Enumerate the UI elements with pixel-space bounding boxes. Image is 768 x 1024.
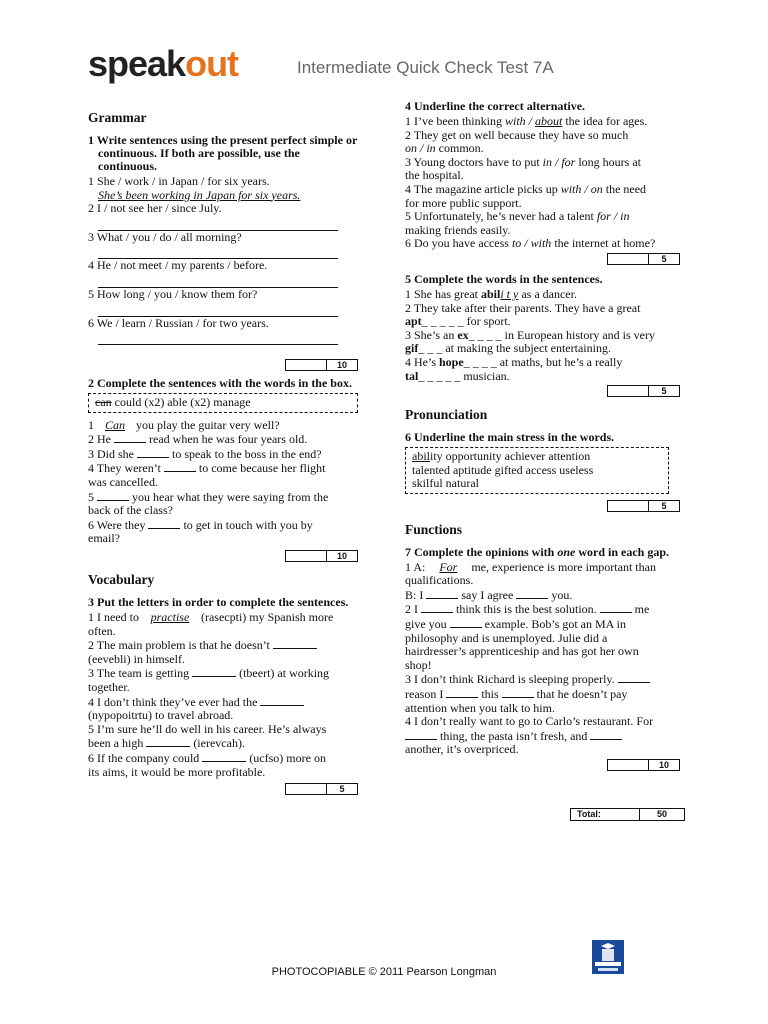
q4-option-5[interactable]: for / in xyxy=(596,209,630,224)
q6-title: 6 Underline the main stress in the words. xyxy=(405,430,615,445)
q5-item-1: 1 She has great abili t y as a dancer. xyxy=(405,286,577,301)
q5-score-box xyxy=(405,385,680,397)
q1-score: 10 xyxy=(336,360,347,371)
q7-item-3-cont: reason I this that he doesn’t pay xyxy=(405,686,628,701)
q1-item-5: 5 How long / you / know them for? xyxy=(88,286,258,301)
q2-blank-2[interactable] xyxy=(114,432,146,443)
q3-item-3-cont: together. xyxy=(88,679,130,694)
q3-score: 5 xyxy=(339,784,345,795)
q3-item-4-cont: (nypopoitrtu) to travel abroad. xyxy=(88,708,234,723)
q1-answer-line-2[interactable] xyxy=(98,216,338,231)
q5-score: 5 xyxy=(661,386,667,397)
q3-blank-6[interactable] xyxy=(202,751,246,762)
q3-title: 3 Put the letters in order to complete the sentences. xyxy=(88,595,349,609)
q7-item-2: 2 I think this is the best solution. me xyxy=(405,602,650,617)
q3-blank-3[interactable] xyxy=(192,666,236,677)
q7-title: 7 Complete the opinions with one word in each gap. xyxy=(405,544,670,559)
q7-item-4-cont2: another, it’s overpriced. xyxy=(405,742,519,757)
test-title: Intermediate Quick Check Test 7A xyxy=(297,58,554,77)
q7-item-4: 4 I don’t really want to go to Carlo’s restaurant. For xyxy=(405,714,654,729)
q5-item-4-cont: tal_ _ _ _ _ musician. xyxy=(405,368,510,383)
q3-item-5-cont: been a high (ierevcah). xyxy=(88,736,245,751)
q1-example-answer: She’s been working in Japan for six years. xyxy=(98,187,301,202)
q4-option-2[interactable]: on / in xyxy=(405,141,436,156)
footer-copyright: PHOTOCOPIABLE © 2011 Pearson Longman xyxy=(271,966,497,978)
vocabulary-heading: Vocabulary xyxy=(88,572,155,587)
speakout-logo xyxy=(88,42,238,86)
q7-item-1: 1 A: For me, experience is more important than xyxy=(405,559,656,574)
q7-blank-4a[interactable] xyxy=(405,729,437,740)
total-value: 50 xyxy=(656,809,667,819)
q4-item-3: 3 Young doctors have to put in / for long hours at xyxy=(405,154,642,169)
q4-item-1: 1 I’ve been thinking with / about the idea for ages. xyxy=(405,114,648,128)
total-label: Total: xyxy=(571,809,640,820)
q4-item-3-cont: the hospital. xyxy=(405,168,464,183)
q7-item-3-cont2: attention when you talk to him. xyxy=(405,700,555,715)
word-can: can xyxy=(95,395,112,410)
q1-title: 1 Write sentences using the present perfect simple or continuous. If both are possible, use the continuous. xyxy=(88,133,358,173)
q3-item-3: 3 The team is getting (tbeert) at working xyxy=(88,666,330,681)
q2-item-4: 4 They weren’t to come because her flight xyxy=(88,461,326,476)
q1-answer-line-5[interactable] xyxy=(98,302,338,317)
q2-word-box xyxy=(88,393,358,413)
q7-example-answer: For xyxy=(439,559,458,574)
q3-item-6-cont: its aims, it would be more profitable. xyxy=(88,764,266,779)
q4-score-box xyxy=(405,253,680,265)
q7-blank-3a[interactable] xyxy=(618,672,650,683)
q2-blank-3[interactable] xyxy=(137,447,169,458)
q1-item-2: 2 I / not see her / since July. xyxy=(88,201,222,216)
q7-item-2-cont4: shop! xyxy=(405,657,432,672)
q2-item-6-cont: email? xyxy=(88,531,120,546)
q4-example-answer: about xyxy=(535,114,563,128)
q6-score: 5 xyxy=(661,500,667,511)
q7-blank-3b[interactable] xyxy=(446,687,478,698)
q7-item-4-cont: thing, the pasta isn’t fresh, and xyxy=(405,729,680,744)
q4-option-4[interactable]: with / on xyxy=(560,181,603,196)
q3-item-2: 2 The main problem is that he doesn’t xyxy=(88,638,358,653)
q4-option-3[interactable]: in / for xyxy=(542,154,576,169)
q6-box-line-1: ability opportunity achiever attention xyxy=(412,449,591,464)
pronunciation-heading: Pronunciation xyxy=(405,407,488,423)
q2-blank-6[interactable] xyxy=(148,518,180,529)
q7-blank-2a[interactable] xyxy=(421,602,453,613)
q7-item-1-b: B: I say I agree you. xyxy=(405,587,573,602)
q5-title: 5 Complete the words in the sentences. xyxy=(405,271,603,286)
q1-answer-line-3[interactable] xyxy=(98,244,338,259)
q2-score: 10 xyxy=(336,551,347,561)
q4-item-4-cont: for more public support. xyxy=(405,195,522,210)
q7-item-1-cont: qualifications. xyxy=(405,573,474,588)
q5-item-3: 3 She’s an ex_ _ _ _ in European history and is very xyxy=(405,327,655,342)
q1-answer-line-4[interactable] xyxy=(98,273,338,288)
q2-example-answer: Can xyxy=(104,417,125,432)
left-column xyxy=(88,98,358,799)
q7-blank-3c[interactable] xyxy=(502,687,534,698)
q3-example-answer: practise xyxy=(150,610,190,624)
q5-item-4: 4 He’s hope_ _ _ _ at maths, but he’s a really xyxy=(405,354,623,369)
q7-item-3: 3 I don’t think Richard is sleeping properly. xyxy=(405,672,680,687)
q3-blank-2[interactable] xyxy=(273,638,317,649)
q3-item-2-cont: (eevebli) in himself. xyxy=(88,651,185,666)
q3-blank-5[interactable] xyxy=(146,736,190,747)
q4-option-6[interactable]: to / with xyxy=(511,236,552,251)
logo-out: out xyxy=(185,43,239,84)
q4-item-5-cont: making friends easily. xyxy=(405,222,511,237)
q5-item-2-cont: apt_ _ _ _ _ for sport. xyxy=(405,314,511,329)
q4-item-2: 2 They get on well because they have so much xyxy=(405,127,629,142)
functions-heading: Functions xyxy=(405,521,463,537)
q1-item-1: 1 She / work / in Japan / for six years. xyxy=(88,174,270,188)
q7-item-2-cont2: philosophy and is unemployed. Julie did a xyxy=(405,630,608,645)
q4-item-4: 4 The magazine article picks up with / on the need xyxy=(405,181,647,196)
q4-item-5: 5 Unfortunately, he’s never had a talent for / in xyxy=(405,209,630,224)
q7-blank-4b[interactable] xyxy=(590,729,622,740)
q6-word-box xyxy=(405,447,669,494)
q4-item-2-cont: on / in common. xyxy=(405,141,484,156)
q5-item-3-cont: gif_ _ _ at making the subject entertaining. xyxy=(405,341,611,356)
q3-item-5: 5 I’m sure he’ll do well in his career. He’s always xyxy=(88,721,327,736)
total-score-box xyxy=(570,808,685,821)
q1-answer-line-6[interactable] xyxy=(98,330,338,345)
right-column xyxy=(405,100,680,775)
q1-score-box xyxy=(88,359,358,371)
q4-title: 4 Underline the correct alternative. xyxy=(405,99,586,113)
q6-box-line-2: talented aptitude gifted access useless xyxy=(412,462,594,477)
q3-blank-4[interactable] xyxy=(260,695,304,706)
q6-box-line-3: skilful natural xyxy=(412,476,479,491)
q2-blank-4[interactable] xyxy=(164,461,196,472)
q7-blank-1b[interactable] xyxy=(516,588,548,599)
q1-item-3: 3 What / you / do / all morning? xyxy=(88,229,242,244)
q2-blank-5[interactable] xyxy=(97,490,129,501)
word-list: could (x2) able (x2) manage xyxy=(114,395,251,410)
q6-score-box xyxy=(405,500,680,512)
q2-item-4-cont: was cancelled. xyxy=(88,475,158,490)
q2-item-5-cont: back of the class? xyxy=(88,503,173,518)
q2-item-6: 6 Were they to get in touch with you by xyxy=(88,517,313,532)
q7-blank-2b[interactable] xyxy=(600,602,632,613)
q1-item-6: 6 We / learn / Russian / for two years. xyxy=(88,315,269,330)
q7-score: 10 xyxy=(658,759,669,770)
q2-item-2: 2 He read when he was four years old. xyxy=(88,432,308,447)
q7-item-2-cont3: hairdresser’s apprenticeship and has got her own xyxy=(405,644,639,659)
q3-item-1-cont: often. xyxy=(88,623,116,638)
q4-item-6: 6 Do you have access to / with the internet at home? xyxy=(405,236,656,251)
q1-item-4: 4 He / not meet / my parents / before. xyxy=(88,258,268,273)
q2-score-box xyxy=(88,550,358,562)
q4-score: 5 xyxy=(661,253,667,264)
q2-item-5: 5 you hear what they were saying from the xyxy=(88,489,329,504)
q5-example-answer: i t y xyxy=(500,286,519,301)
q2-title: 2 Complete the sentences with the words in the box. xyxy=(88,376,352,391)
logo-speak: speak xyxy=(88,43,186,84)
q2-item-1: 1 Can you play the guitar very well? xyxy=(88,417,280,432)
q7-score-box xyxy=(405,759,680,771)
q7-blank-1a[interactable] xyxy=(426,588,458,599)
q7-item-2-cont: give you example. Bob’s got an MA in xyxy=(405,616,626,631)
q7-blank-2c[interactable] xyxy=(450,617,482,628)
grammar-heading: Grammar xyxy=(88,110,147,125)
q2-item-3: 3 Did she to speak to the boss in the end? xyxy=(88,446,322,461)
q3-item-6: 6 If the company could (ucfso) more on xyxy=(88,750,326,765)
q3-score-box xyxy=(88,783,358,795)
q3-item-4: 4 I don’t think they’ve ever had the xyxy=(88,695,358,710)
q5-item-2: 2 They take after their parents. They have a great xyxy=(405,300,641,315)
q3-item-1: 1 I need to practise (rasecpti) my Spanish more xyxy=(88,610,334,624)
